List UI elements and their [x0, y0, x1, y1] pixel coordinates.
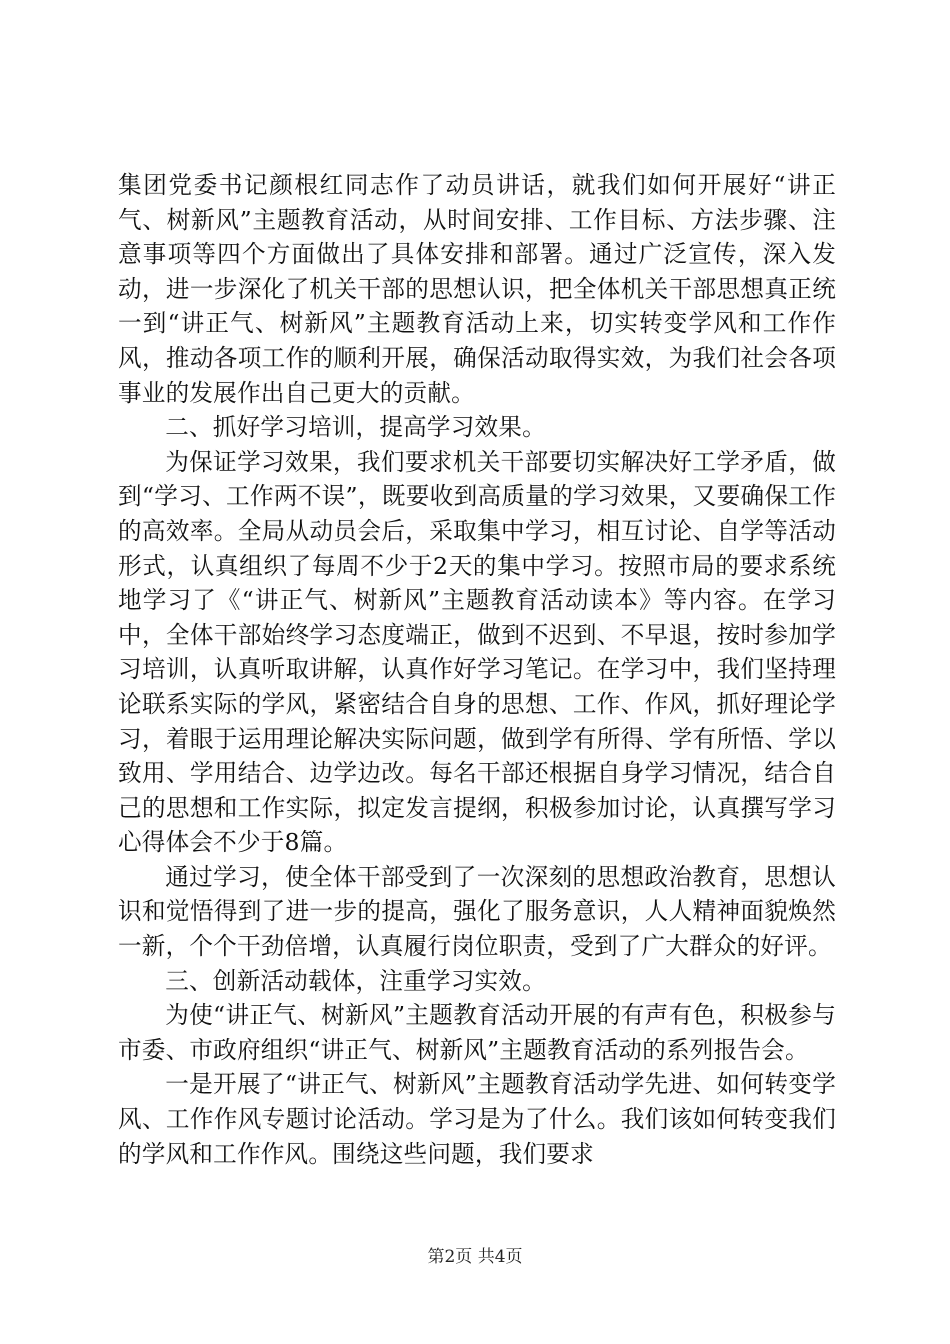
paragraph-activity-one: 一是开展了“讲正气、树新风”主题教育活动学先进、如何转变学风、工作作风专题讨论活动。学习是为了什么。我们该如何转变我们的学风和工作作风。围绕这些问题，我们要求	[118, 1070, 836, 1168]
page-number-footer: 第2页 共4页	[427, 1247, 523, 1267]
paragraph-study-results: 通过学习，使全体干部受到了一次深刻的思想政治教育，思想认识和觉悟得到了进一步的提高，强化了服务意识，人人精神面貌焕然一新，个个干劲倍增，认真履行岗位职责，受到了广大群众的好评。	[118, 862, 836, 961]
document-body	[118, 168, 836, 1171]
section-heading-2: 二、抓好学习培训，提高学习效果。	[165, 413, 546, 442]
paragraph-activities-intro: 为使“讲正气、树新风”主题教育活动开展的有声有色，积极参与市委、市政府组织“讲正气、树新风”主题教育活动的系列报告会。	[118, 1001, 836, 1064]
paragraph-continuation: 集团党委书记颜根红同志作了动员讲话，就我们如何开展好“讲正气、树新风”主题教育活动，从时间安排、工作目标、方法步骤、注意事项等四个方面做出了具体安排和部署。通过广泛宣传，深入发动，进一步深化了机关干部的思想认识，把全体机关干部思想真正统一到“讲正气、树新风”主题教育活动上来，切实转变学风和工作作风，推动各项工作的顺利开展，确保活动取得实效，为我们社会各项事业的发展作出自己更大的贡献。	[118, 171, 836, 407]
section-heading-3: 三、创新活动载体，注重学习实效。	[165, 966, 546, 995]
paragraph-study-measures: 为保证学习效果，我们要求机关干部要切实解决好工学矛盾，做到“学习、工作两不误”，既要收到高质量的学习效果，又要确保工作的高效率。全局从动员会后，采取集中学习，相互讨论、自学等活动形式，认真组织了每周不少于2天的集中学习。按照市局的要求系统地学习了《“讲正气、树新风”主题教育活动读本》等内容。在学习中，全体干部始终学习态度端正，做到不迟到、不早退，按时参加学习培训，认真听取讲解，认真作好学习笔记。在学习中，我们坚持理论联系实际的学风，紧密结合自身的思想、工作、作风，抓好理论学习，着眼于运用理论解决实际问题，做到学有所得、学有所悟、学以致用、学用结合、边学边改。每名干部还根据自身学习情况，结合自己的思想和工作实际，拟定发言提纲，积极参加讨论，认真撰写学习心得体会不少于8篇。	[118, 447, 836, 857]
